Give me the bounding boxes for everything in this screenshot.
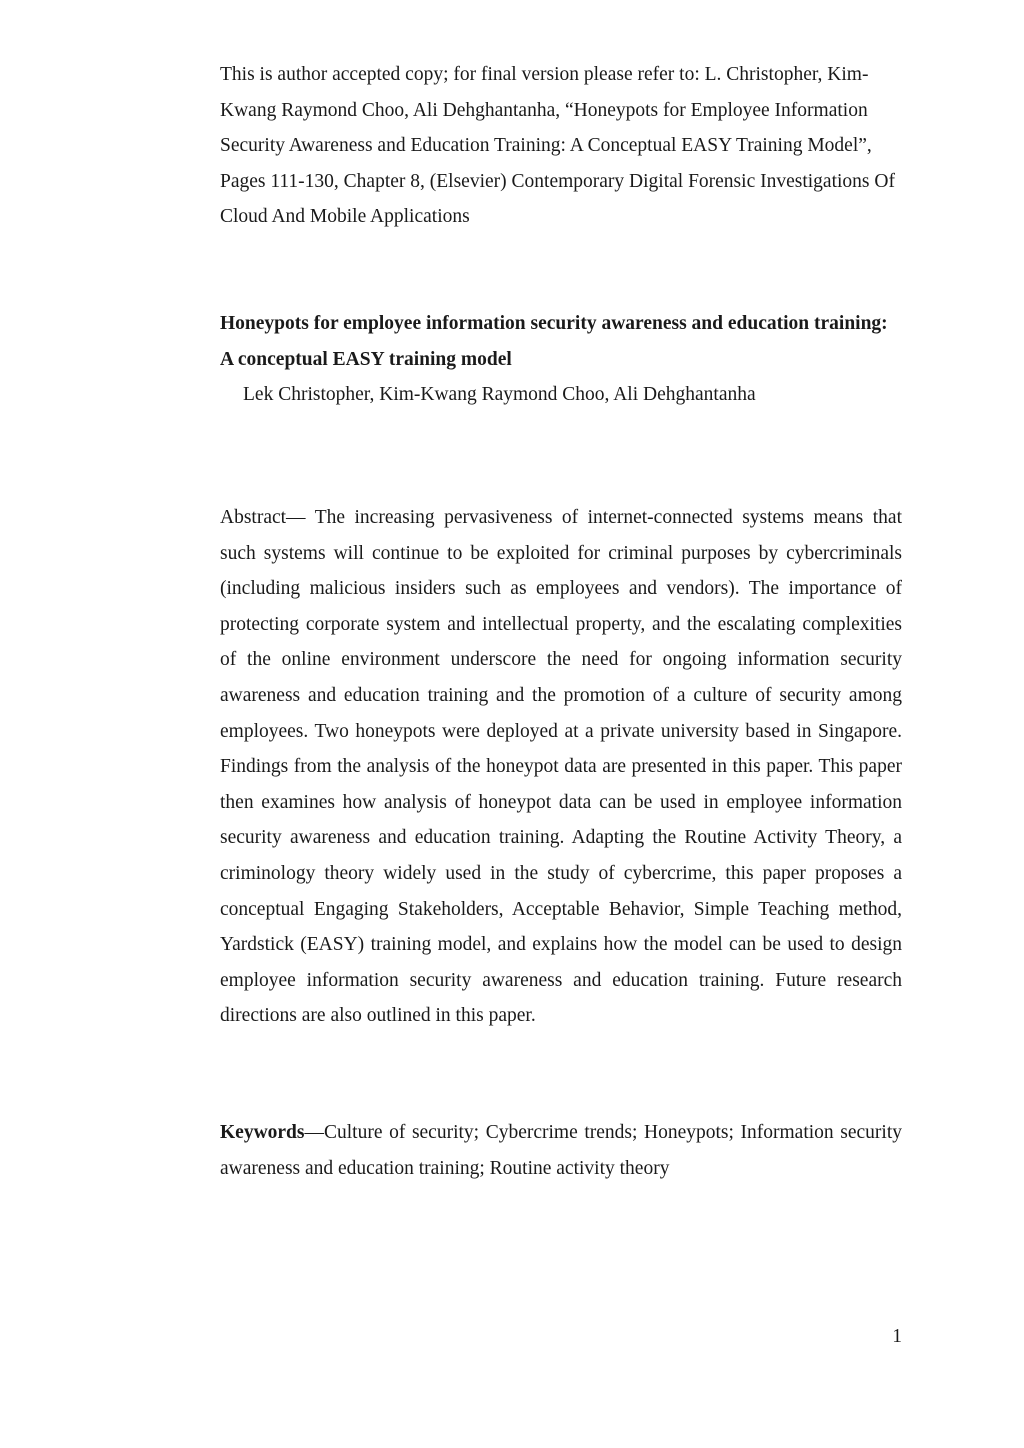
- keywords-text: —Culture of security; Cybercrime trends; Honeypots; Information security awareness and education training; Routine activity theory: [220, 1122, 902, 1179]
- abstract-paragraph: Abstract— The increasing pervasiveness of internet-connected systems means that such systems will continue to be exploited for criminal purposes by cybercriminals (including malicious insiders such as employees and vendors). The importance of protecting corporate system and intellectual property, and the escalating complexities of the online environment underscore the need for ongoing information security awareness and education training and the promotion of a culture of security among employees. Two honeypots were deployed at a private university based in Singapore. Findings from the analysis of the honeypot data are presented in this paper. This paper then examines how analysis of honeypot data can be used in employee information security awareness and education training. Adapting the Routine Activity Theory, a criminology theory widely used in the study of cybercrime, this paper proposes a conceptual Engaging Stakeholders, Acceptable Behavior, Simple Teaching method, Yardstick (EASY) training model, and explains how the model can be used to design employee information security awareness and education training. Future research directions are also outlined in this paper.: [220, 507, 902, 1027]
- page-number: 1: [892, 1326, 902, 1347]
- publication-notice: This is author accepted copy; for final version please refer to: L. Christopher, Kim-Kwang Raymond Choo, Ali Dehghantanha, “Honeypots for Employee Information Security Awareness and Education Training: A Conceptual EASY Training Model”, Pages 111-130, Chapter 8, (Elsevier) Contemporary Digital Forensic Investigations Of Cloud And Mobile Applications: [220, 64, 895, 227]
- paper-authors: Lek Christopher, Kim-Kwang Raymond Choo, Ali Dehghantanha: [243, 384, 756, 405]
- keywords-paragraph: [220, 1115, 902, 1186]
- paper-title: Honeypots for employee information security awareness and education training: A conceptual EASY training model: [220, 313, 888, 370]
- keywords-label: Keywords: [220, 1122, 305, 1143]
